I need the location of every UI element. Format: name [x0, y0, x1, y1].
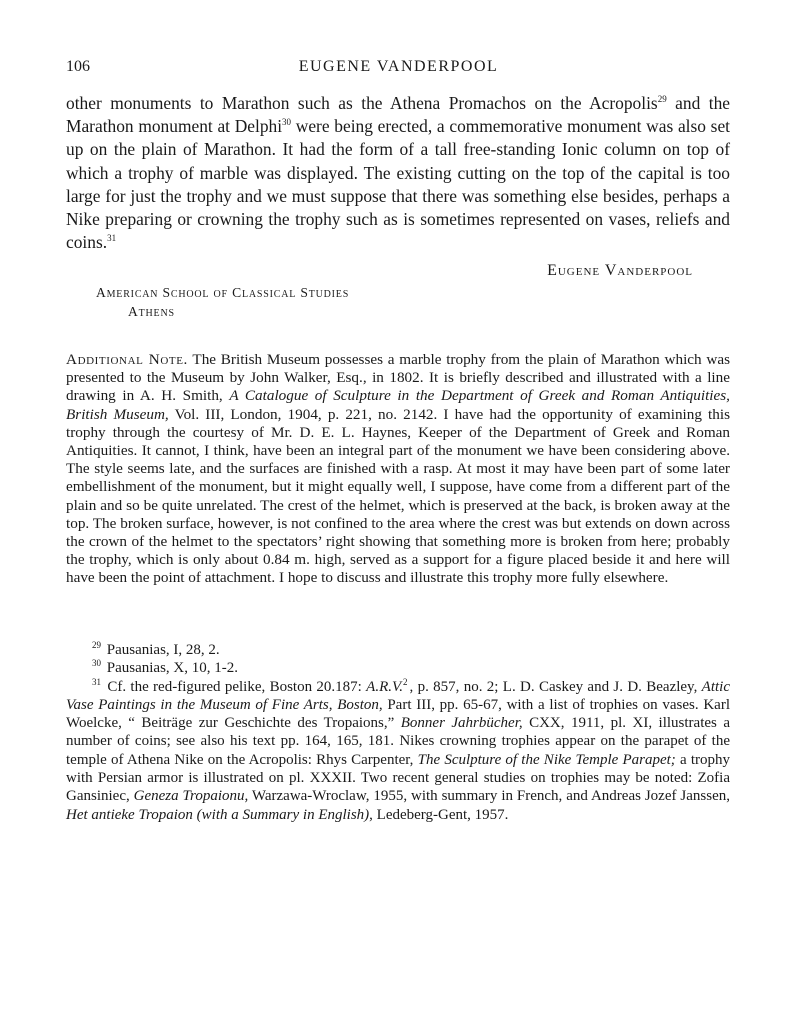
- author-affiliation: [96, 283, 349, 321]
- additional-note-heading: Additional Note.: [66, 351, 188, 368]
- affiliation-city: Athens: [128, 304, 175, 319]
- footnote-text: , Ledeberg-Gent, 1957.: [369, 806, 509, 823]
- running-head: [66, 58, 731, 80]
- note-citation-title: A Catalogue of Sculpture in the Department of Greek and Roman Antiquities, British Museum,: [66, 387, 730, 423]
- running-title: EUGENE VANDERPOOL: [298, 58, 499, 75]
- body-text-segment: other monuments to Marathon such as the Athena Promachos on the Acropolis: [66, 93, 658, 113]
- footnote-29: [66, 641, 730, 659]
- footnote-text: Warzawa-Wroclaw, 1955, with summary in French, and Andreas Jozef Janssen,: [248, 788, 730, 805]
- note-text: Vol. III, London, 1904, p. 221, no. 2142. I have had the opportunity of examining this trophy through the courtesy of Mr. D. E. L. Haynes, Keeper of the Department of Greek and Roman Antiquities. It cannot, I think, have been an integral part of the monument we have been considering above. The style seems late, and the surfaces are finished with a rasp. At most it may have been part of some later embellishment of the monument, but it might equally well, I suppose, have come from a different part of the plain and so be quite unrelated. The crest of the helmet, which is preserved at the back, is broken away at the top. The broken surface, however, is not confined to the area where the crest was but extends on down across the crown of the helmet to the spectators’ right showing that something more is broken from here; probably the trophy, which is only about 0.84 m. high, served as a support for a figure placed beside it and here will have been the point of attachment. I hope to discuss and illustrate this trophy more fully elsewhere.: [66, 405, 730, 587]
- footnote-31: [66, 678, 730, 824]
- footnotes: [66, 641, 730, 824]
- footnote-text: a trophy with Persian armor is illustrated on pl. XXXII. Two recent general studies on trophies may be noted: Zofia Gansiniec,: [66, 751, 730, 805]
- page-number: 106: [66, 58, 90, 75]
- additional-note: [66, 351, 730, 588]
- footnote-text: Cf. the red-figured pelike, Boston 20.187:: [103, 678, 367, 695]
- main-paragraph: [66, 92, 730, 254]
- footnote-ref-29[interactable]: 29: [657, 94, 667, 104]
- footnote-text: Pausanias, I, 28, 2.: [103, 642, 220, 658]
- footnote-citation-title: Het antieke Tropaion (with a Summary in English): [66, 806, 370, 823]
- footnote-citation-title: The Sculpture of the Nike Temple Parapet;: [417, 751, 676, 768]
- footnote-30: [66, 659, 730, 677]
- note-text: The British Museum possesses a marble trophy from the plain of Marathon which was presented to the Museum by John Walker, Esq., in 1802. It is briefly described and illustrated with a line drawing in A. H. Smith,: [66, 351, 730, 405]
- footnote-citation-title: Bonner Jahrbücher,: [400, 715, 523, 732]
- footnote-number: 29: [92, 640, 101, 650]
- footnote-text: Pausanias, X, 10, 1-2.: [103, 660, 238, 677]
- footnote-text: , p. 857, no. 2; L. D. Caskey and J. D. Beazley,: [409, 678, 702, 695]
- footnote-citation-title: Attic Vase Paintings in the Museum of Fine Arts, Boston,: [66, 678, 730, 713]
- footnote-text: Part III, pp. 65-67, with a list of trophies on vases. Karl Woelcke, “ Beiträge zur Geschichte des Tropaions,”: [66, 696, 730, 732]
- author-signature: Eugene Vanderpool: [547, 262, 693, 279]
- footnote-number: 31: [92, 676, 101, 687]
- footnote-number: 30: [92, 658, 101, 669]
- footnote-text: CXX, 1911, pl. XI, illustrates a number of coins; see also his text pp. 164, 165, 181. Nikes crowning trophies appear on the parapet of the temple of Athena Nike on the Acropolis: Rhys Carpenter,: [66, 715, 730, 768]
- footnote-citation-title: A.R.V.: [366, 678, 403, 695]
- footnote-citation-title: Geneza Tropaionu,: [133, 788, 249, 805]
- edition-superscript: 2: [402, 676, 408, 687]
- footnote-ref-30[interactable]: 30: [282, 117, 292, 128]
- affiliation-institution: American School of Classical Studies: [96, 285, 350, 300]
- footnote-ref-31[interactable]: 31: [107, 233, 117, 244]
- body-text-segment: were being erected, a commemorative monument was also set up on the plain of Marathon. It had the form of a tall free-standing Ionic column on top of which a trophy of marble was displayed. The existing cutting on the top of the capital is too large for just the trophy and we must suppose that there was something else besides, perhaps a Nike preparing or crowning the trophy such as is sometimes represented on vases, reliefs and coins.: [66, 116, 730, 253]
- body-text-segment: and the Marathon monument at Delphi: [66, 93, 730, 137]
